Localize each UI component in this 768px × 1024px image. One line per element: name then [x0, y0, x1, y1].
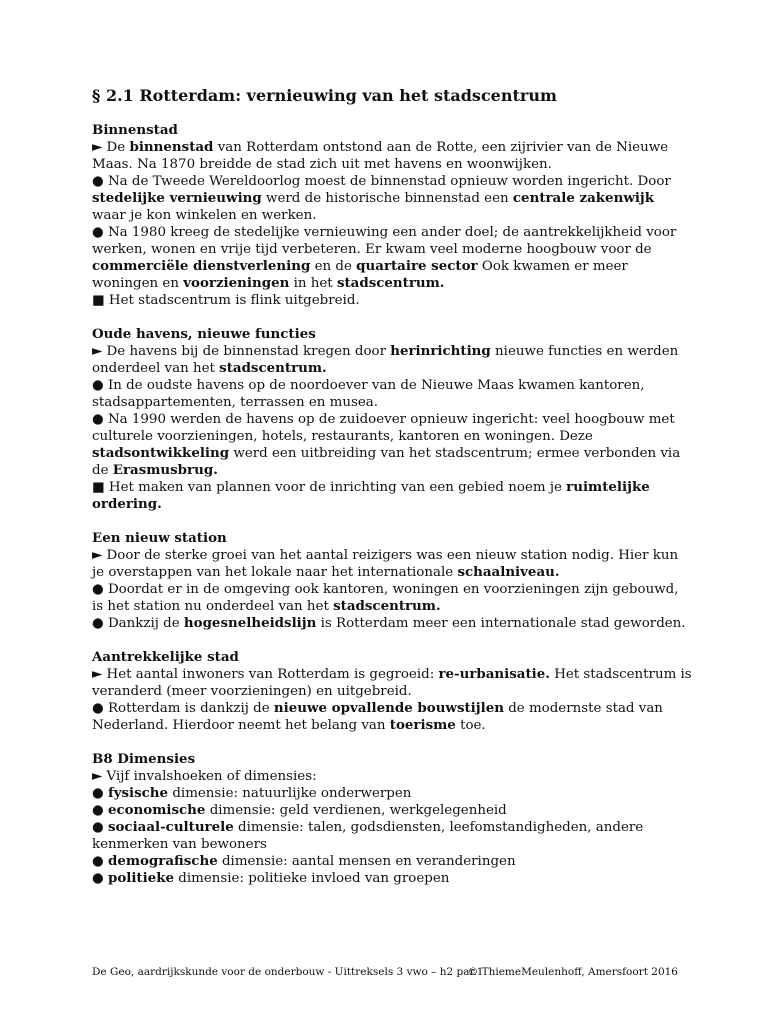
section	[92, 530, 692, 632]
text-segment: dimensie: natuurlijke onderwerpen	[168, 786, 412, 801]
bold-term: stadscentrum.	[333, 598, 441, 614]
bold-term: nieuwe opvallende bouwstijlen	[273, 700, 504, 716]
text-segment: ● Doordat er in de omgeving ook kantoren, woningen en voorzieningen zijn gebouwd, is het station nu onderdeel van het	[92, 582, 679, 614]
bold-term: hogesnelheidslijn	[183, 615, 317, 631]
bold-term: stadscentrum.	[219, 360, 327, 376]
footer-left-text: De Geo, aardrijkskunde voor de onderbouw - Uittreksels 3 vwo – h2 par.1	[92, 966, 484, 978]
section-heading: Een nieuw station	[92, 530, 227, 546]
text-segment: ● Dankzij de	[92, 616, 184, 631]
paragraph-line	[92, 547, 692, 581]
bold-term: economische	[107, 802, 206, 818]
section	[92, 122, 692, 309]
paragraph-line	[92, 479, 692, 513]
text-segment: ■ Het maken van plannen voor de inrichting van een gebied noem je	[92, 480, 567, 495]
bold-term: commerciële dienstverlening	[92, 258, 311, 274]
document-page	[92, 86, 692, 904]
text-segment: ●	[92, 786, 108, 801]
text-segment: ● Rotterdam is dankzij de	[92, 701, 274, 716]
section-heading: Aantrekkelijke stad	[92, 649, 239, 665]
section-heading: B8 Dimensies	[92, 751, 196, 767]
text-segment: ●	[92, 803, 108, 818]
text-segment: Het stadscentrum is veranderd (meer voorzieningen) en uitgebreid.	[92, 667, 692, 699]
sections-container	[92, 122, 692, 887]
bold-term: ruimtelijke ordering.	[92, 479, 650, 512]
text-segment: ● Na 1980 kreeg de stedelijke vernieuwing een ander doel; de aantrekkelijkheid voor werken, wonen en vrije tijd verbeteren. Er kwam veel moderne hoogbouw voor de	[92, 225, 677, 257]
section	[92, 649, 692, 734]
text-segment: toe.	[455, 718, 486, 733]
text-segment: de modernste stad van Nederland. Hierdoor neemt het belang van	[92, 701, 663, 733]
paragraph-line	[92, 615, 692, 632]
text-segment: dimensie: politieke invloed van groepen	[174, 871, 450, 886]
bold-term: politieke	[107, 870, 175, 886]
bold-term: stadsontwikkeling	[92, 445, 230, 461]
paragraph-line	[92, 173, 692, 224]
text-segment: Ook kwamen er meer woningen en	[92, 259, 628, 291]
bold-term: demografische	[107, 853, 218, 869]
text-segment: van Rotterdam ontstond aan de Rotte, een zijrivier van de Nieuwe Maas. Na 1870 breidde de stad zich uit met havens en woonwijken.	[92, 140, 669, 172]
text-segment: waar je kon winkelen en werken.	[92, 208, 317, 223]
bold-term: binnenstad	[129, 139, 214, 155]
text-segment: ■ Het stadscentrum is flink uitgebreid.	[92, 293, 360, 308]
section-heading: Oude havens, nieuwe functies	[92, 326, 316, 342]
text-segment: nieuwe functies en werden onderdeel van het	[92, 344, 679, 376]
paragraph-line	[92, 139, 692, 173]
paragraph-line	[92, 224, 692, 292]
bold-term: quartaire sector	[356, 258, 478, 274]
bold-term: stadscentrum.	[336, 275, 445, 291]
text-segment: ●	[92, 871, 108, 886]
footer-copyright: © ThiemeMeulenhoff, Amersfoort 2016	[467, 966, 678, 978]
paragraph-line	[92, 768, 692, 785]
section	[92, 751, 692, 887]
bold-term: stedelijke vernieuwing	[92, 190, 262, 206]
paragraph-line	[92, 700, 692, 734]
text-segment: werd de historische binnenstad een	[261, 191, 513, 206]
text-segment: dimensie: aantal mensen en veranderingen	[217, 854, 516, 869]
text-segment: dimensie: geld verdienen, werkgelegenheid	[205, 803, 507, 818]
text-segment: ► Vijf invalshoeken of dimensies:	[92, 769, 317, 784]
paragraph-line	[92, 411, 692, 479]
paragraph-line	[92, 377, 692, 411]
text-segment: in het	[289, 276, 337, 291]
bold-term: voorzieningen	[183, 275, 290, 291]
bold-term: sociaal-culturele	[107, 819, 234, 835]
text-segment: ●	[92, 854, 108, 869]
text-segment: werd een uitbreiding van het stadscentrum; ermee verbonden via de	[92, 446, 681, 478]
text-segment: ► Het aantal inwoners van Rotterdam is gegroeid:	[92, 667, 439, 682]
page-title: § 2.1 Rotterdam: vernieuwing van het stadscentrum	[92, 86, 557, 105]
paragraph-line	[92, 853, 692, 870]
bold-term: schaalniveau.	[457, 564, 560, 580]
bold-term: fysische	[107, 785, 169, 801]
paragraph-line	[92, 292, 692, 309]
text-segment: ► De	[92, 140, 130, 155]
paragraph-line	[92, 581, 692, 615]
text-segment: ► De havens bij de binnenstad kregen door	[92, 344, 391, 359]
bold-term: herinrichting	[390, 343, 491, 359]
paragraph-line	[92, 802, 692, 819]
section-heading: Binnenstad	[92, 122, 178, 138]
bold-term: Erasmusbrug.	[112, 462, 218, 478]
text-segment: dimensie: talen, godsdiensten, leefomstandigheden, andere kenmerken van bewoners	[92, 820, 644, 852]
text-segment: ► Door de sterke groei van het aantal reizigers was een nieuw station nodig. Hier kun je overstappen van het lokale naar het internationale	[92, 548, 679, 580]
text-segment: en de	[310, 259, 357, 274]
paragraph-line	[92, 343, 692, 377]
paragraph-line	[92, 819, 692, 853]
section	[92, 326, 692, 513]
text-segment: ● Na de Tweede Wereldoorlog moest de binnenstad opnieuw worden ingericht. Door	[92, 174, 671, 189]
bold-term: centrale zakenwijk	[512, 190, 655, 206]
bold-term: re-urbanisatie.	[438, 666, 550, 682]
paragraph-line	[92, 666, 692, 700]
text-segment: ● Na 1990 werden de havens op de zuidoever opnieuw ingericht: veel hoogbouw met culturele voorzieningen, hotels, restaurants, kantoren en woningen. Deze	[92, 412, 675, 444]
page-footer	[92, 965, 692, 979]
bold-term: toerisme	[389, 717, 456, 733]
text-segment: is Rotterdam meer een internationale stad geworden.	[316, 616, 686, 631]
text-segment: ●	[92, 820, 108, 835]
text-segment: ● In de oudste havens op de noordoever van de Nieuwe Maas kwamen kantoren, stadsappartementen, terrassen en musea.	[92, 378, 645, 410]
paragraph-line	[92, 785, 692, 802]
paragraph-line	[92, 870, 692, 887]
